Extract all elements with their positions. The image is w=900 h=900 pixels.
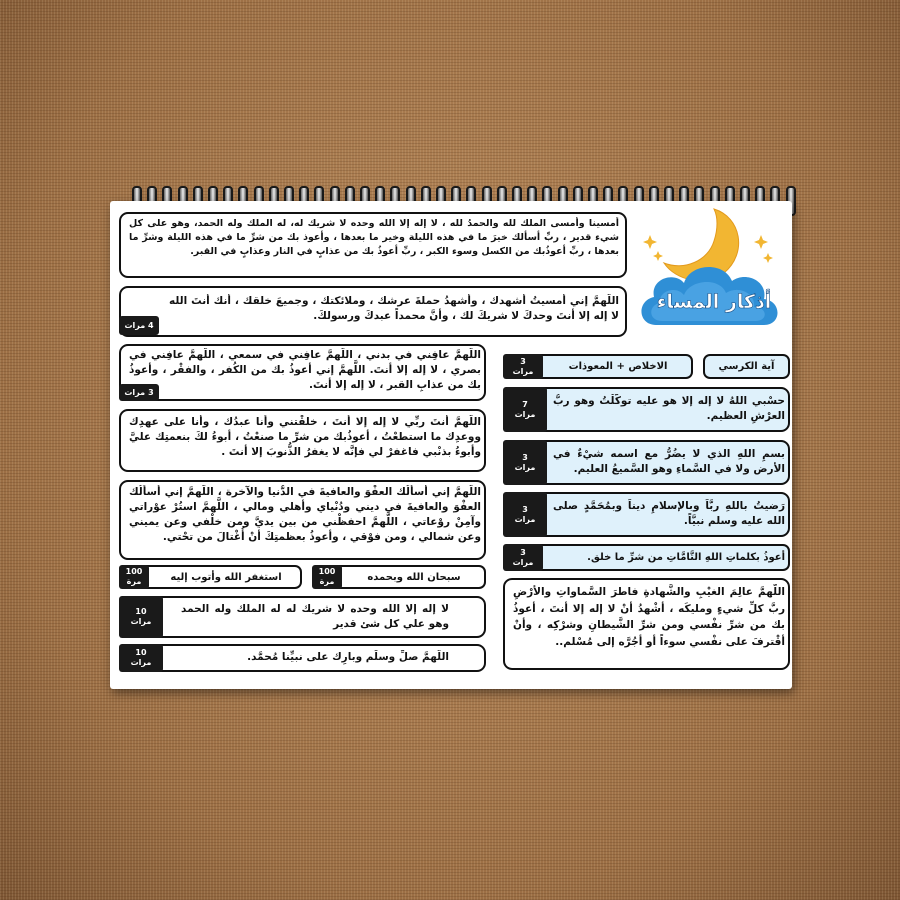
repeat-count-unit: مرات [512,366,534,376]
dhikr-text: استغفر الله وأتوب إليه [170,571,282,583]
dhikr-box [119,644,486,672]
dhikr-text: اللَّهمَّ عافِني في بدني ، اللَّهمَّ عافِني في سمعي ، اللَّهمَّ عافِني في بصري ، لا إله إلا أنتَ. اللَّهمَّ إني أعوذُ بك من الكُفر ، والفقْر ، وأعوذُ بك من عذابِ القبر ، لا إله إلا أنتَ. [129,349,481,391]
dhikr-text: سبحان الله وبحمده [367,571,461,583]
dhikr-box [119,212,627,278]
repeat-count-number: 10 [135,648,147,657]
dhikr-box [119,409,486,472]
repeat-count-badge [503,354,543,379]
dhikr-box [312,565,486,589]
repeat-count-badge [119,644,163,672]
dhikr-box [503,440,790,485]
repeat-count-unit: مرات [130,617,152,626]
repeat-count-number: 7 [522,399,528,409]
repeat-count-badge [503,492,547,537]
repeat-count: 4 مرات [124,320,154,330]
repeat-count-number: 3 [522,452,528,462]
repeat-count-unit: مرات [514,409,536,419]
repeat-count-badge [119,565,149,589]
dhikr-text: حسْبي اللهُ لا إله إلا هو عليه توكَّلْتُ وهو ربُّ العرْشِ العظيم. [553,395,785,422]
dhikr-box [119,565,302,589]
dhikr-box [503,354,693,379]
dhikr-box [119,480,486,560]
repeat-count-badge [119,596,163,638]
repeat-count-number: 3 [520,356,526,366]
dhikr-text: بسمِ اللهِ الذي لا يضُرُّ مع اسمه شيْءٌ في الأرض ولا في السَّماءِ وهو السَّميعُ العليم. [553,448,785,475]
dhikr-text: اللَّهمَّ صلِّ وسلِّم وبارِك على نبيِّنا مُحمَّد. [247,651,449,663]
repeat-count-unit: مرات [124,387,146,397]
dhikr-box [119,286,627,337]
repeat-count-badge [503,440,547,485]
repeat-count-badge [503,387,547,432]
dhikr-box [503,387,790,432]
logo-moon-cloud [636,205,786,340]
repeat-count-badge [312,565,342,589]
repeat-count-unit: مرات [514,514,536,524]
repeat-count-number: 100 [318,567,336,576]
dhikr-text: رَضيتُ باللهِ ربَّاً وبالإسلامِ ديناً وبمُحَمَّدٍ صلى الله عليه وسلم نبيَّاً. [553,500,785,527]
repeat-count-number: 10 [135,607,147,616]
dhikr-text: اللَّهمَّ إني أمسيتُ أُشهدك ، وأُشهدُ حملةَ عرشك ، وملائكتك ، وجميعَ خلقك ، أنك أنتَ الله لا إله إلا أنتَ وحدكَ لا شريكَ لك ، وأنَّ محمداً عبدكَ ورسولكَ. [169,295,619,322]
dhikr-text: أعوذُ بكلماتِ اللهِ التَّامَّاتِ من شرِّ ما خلق. [587,552,785,563]
dhikr-box [703,354,790,379]
dhikr-text: اللَّهمَّ إني أسألُك العفْوَ والعافيةَ في الدُّنيا والآخرة ، اللَّهمَّ إني أسألُك العفْوَ والعافيةَ في ديني ودُنْياي وأهلي ومالي ، اللَّهمَّ استُرْ عوْراتي وآمِنْ روْعاتي ، اللَّهمَّ احفظْني من بين يديَّ ومن خلْفي وعن يميني وعن شمالي ، ومن فوْقي ، وأعوذُ بعظمتِكَ أنْ أُغْتالَ من تحْتي. [129,486,481,543]
dhikr-text: اللَّهمَّ أنتَ ربِّي لا إله إلا أنتَ ، خلقْتني وأنا عبدُك ، وأنا على عهدِك ووعدِك ما استطعْتُ ، أعوذُبك من شرِّ ما صنعْتُ ، أبوءُ لكَ بنعمتِك عليَّ وأبوءُ بذنْبي فاغفرْ لي فإنَّه لا يغفرُ الذُّنوبَ إلا أنتَ . [129,416,481,458]
repeat-count-badge [119,316,159,335]
repeat-count-badge [119,384,159,401]
repeat-count-number: 3 [520,547,526,557]
repeat-count-unit: مرات [512,557,534,567]
dhikr-box [503,492,790,537]
repeat-count-unit: مرات [130,658,152,667]
dhikr-text: الاخلاص + المعوذات [568,361,668,372]
repeat-count-number: 3 [148,387,154,397]
repeat-count-unit: مرة [319,577,335,586]
repeat-count-unit: مرة [126,577,142,586]
repeat-count-unit: مرات [514,462,536,472]
dhikr-box [503,578,790,670]
repeat-count-number: 100 [125,567,143,576]
dhikr-box [119,596,486,638]
repeat-count-number: 3 [522,504,528,514]
dhikr-box [119,344,486,401]
dhikr-text: اللَّهمَّ عالِمَ الغيْبِ والشَّهادةِ فاطرَ السَّماواتِ والأرْضِ ربَّ كلِّ شيءٍ ومليكَه ، أشْهدُ أنْ لا إله إلا أنتَ ، أعوذُ بك من شرِّ نفْسي ومن شرِّ الشَّيطانِ وشرْكِه ، وأنْ أقْترفَ على نفْسي سوءاً أو أجُرَّه إلى مُسْلم.. [513,586,785,648]
dhikr-text: لا إله إلا الله وحده لا شريك له له الملك وله الحمد وهو علي كل شئ قدير [181,603,449,630]
dhikr-box [503,544,790,571]
dhikr-text: آية الكرسي [718,361,775,372]
logo-title: أذكار المساء [656,291,772,313]
dhikr-text: أمسينا وأمسى الملك لله والحمدُ لله ، لا إله إلا الله وحده لا شريك له، له الملك وله الحمد، وهو على كل شيء قدير ، ربِّ أسألك خيرَ ما في هذه الليلة وخير ما بعدها ، وأعوذ بك من شرِّ ما في هذه الليلة وشرِّ ما بعدها ، ربِّ أعوذُبك من الكسل وسوء الكبر ، ربِّ أعوذُ بك من عذابٍ في النار وعذابٍ في القبر. [129,218,619,257]
repeat-count-badge [503,544,543,571]
